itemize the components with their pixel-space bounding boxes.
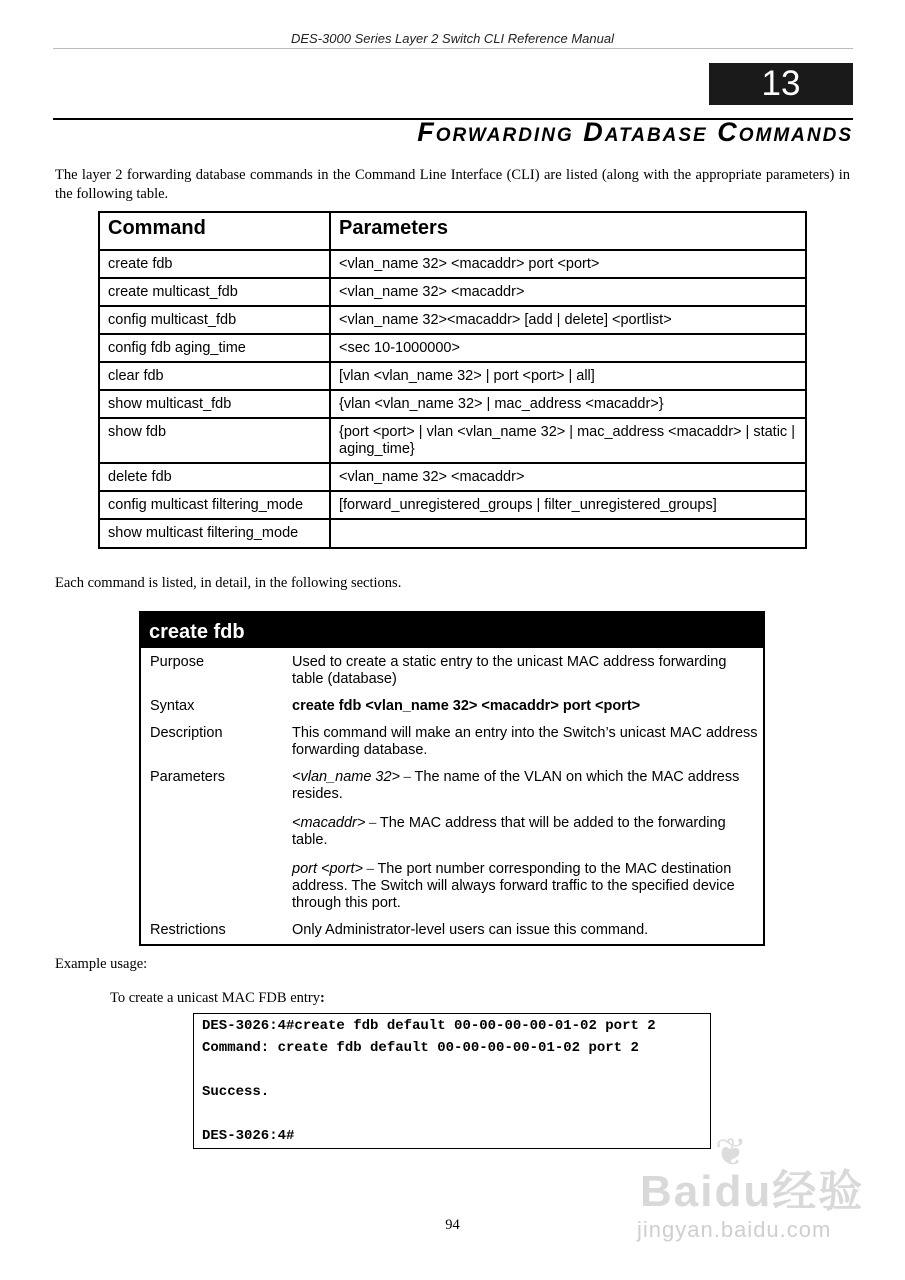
parameters-cell: {port <port> | vlan <vlan_name 32> | mac_address <macaddr> | static | aging_time} <box>330 418 806 463</box>
example-label: Example usage: <box>55 956 148 972</box>
console-line: Success. <box>202 1084 270 1100</box>
watermark-url: jingyan.baidu.com <box>637 1217 832 1242</box>
parameters-cell: {vlan <vlan_name 32> | mac_address <macaddr>} <box>330 390 806 418</box>
parameter-name: <vlan_name 32> <box>292 769 401 785</box>
command-cell: clear fdb <box>99 362 330 390</box>
parameters-cell <box>330 519 806 548</box>
command-table <box>98 211 807 549</box>
parameters-cell: <vlan_name 32> <macaddr> port <port> <box>330 250 806 278</box>
description-text: This command will make an entry into the Switch’s unicast MAC address forwarding database. <box>292 725 758 758</box>
parameter-name: <macaddr> <box>292 815 366 831</box>
restrictions-label: Restrictions <box>150 922 226 938</box>
command-cell: config multicast filtering_mode <box>99 491 330 519</box>
table-row <box>99 418 806 463</box>
command-cell: show multicast filtering_mode <box>99 519 330 548</box>
running-header: DES-3000 Series Layer 2 Switch CLI Reference Manual <box>291 31 614 46</box>
table-row <box>99 306 806 334</box>
console-line: DES-3026:4#create fdb default 00-00-00-00-01-02 port 2 <box>202 1018 656 1034</box>
description-label: Description <box>150 725 223 741</box>
parameter-separator: – <box>365 815 380 831</box>
console-line: DES-3026:4# <box>202 1128 295 1144</box>
parameters-cell: <vlan_name 32> <macaddr> <box>330 463 806 491</box>
purpose-text: Used to create a static entry to the unicast MAC address forwarding table (database) <box>292 654 727 687</box>
parameter-list <box>292 769 758 912</box>
example-caption-text: To create a unicast MAC FDB entry <box>110 990 320 1006</box>
restrictions-text: Only Administrator-level users can issue this command. <box>292 922 649 938</box>
console-output <box>193 1013 711 1149</box>
command-cell: delete fdb <box>99 463 330 491</box>
parameters-cell: [forward_unregistered_groups | filter_unregistered_groups] <box>330 491 806 519</box>
parameter-text: The port number corresponding to the MAC destination address. The Switch will always forward traffic to the specified device through this port. <box>292 861 735 911</box>
table-row <box>99 463 806 491</box>
header-divider <box>53 48 853 49</box>
example-caption <box>110 990 325 1007</box>
parameters-cell: [vlan <vlan_name 32> | port <port> | all] <box>330 362 806 390</box>
sections-note: Each command is listed, in detail, in the following sections. <box>55 575 402 591</box>
command-cell: create multicast_fdb <box>99 278 330 306</box>
command-cell: show multicast_fdb <box>99 390 330 418</box>
command-cell: create fdb <box>99 250 330 278</box>
chapter-number: 13 <box>709 63 853 105</box>
console-line: Command: create fdb default 00-00-00-00-01-02 port 2 <box>202 1040 639 1056</box>
parameter-text: The MAC address that will be added to the forwarding table. <box>292 815 726 848</box>
command-cell: show fdb <box>99 418 330 463</box>
watermark-logo: Baidu经验 <box>640 1167 865 1216</box>
table-row <box>99 334 806 362</box>
parameters-cell: <sec 10-1000000> <box>330 334 806 362</box>
command-cell: config multicast_fdb <box>99 306 330 334</box>
table-row <box>99 390 806 418</box>
intro-paragraph: The layer 2 forwarding database commands in the Command Line Interface (CLI) are listed (along with the appropriate parameters) in the following table. <box>55 167 850 202</box>
paw-watermark-icon: ❦ <box>715 1132 747 1174</box>
chapter-title: Forwarding Database Commands <box>417 117 853 147</box>
command-cell: config fdb aging_time <box>99 334 330 362</box>
parameter-separator: – <box>400 769 415 785</box>
page-number: 94 <box>445 1217 460 1233</box>
example-caption-colon: : <box>320 990 325 1006</box>
table-row <box>99 519 806 548</box>
table-row <box>99 250 806 278</box>
command-table-header <box>99 212 806 250</box>
parameters-cell: <vlan_name 32> <macaddr> <box>330 278 806 306</box>
column-header-parameters: Parameters <box>330 212 806 250</box>
parameter-name: port <port> <box>292 861 363 877</box>
column-header-command: Command <box>99 212 330 250</box>
table-row <box>99 491 806 519</box>
parameter-item <box>292 815 758 849</box>
purpose-label: Purpose <box>150 654 205 670</box>
table-row <box>99 278 806 306</box>
parameter-text: The name of the VLAN on which the MAC address resides. <box>292 769 740 802</box>
command-heading: create fdb <box>141 613 763 648</box>
table-row <box>99 362 806 390</box>
parameter-separator: – <box>362 861 378 877</box>
parameters-cell: <vlan_name 32><macaddr> [add | delete] <portlist> <box>330 306 806 334</box>
parameters-label: Parameters <box>150 769 225 785</box>
create-fdb-box <box>139 611 765 946</box>
syntax-text: create fdb <vlan_name 32> <macaddr> port <port> <box>292 698 641 714</box>
syntax-label: Syntax <box>150 698 195 714</box>
parameter-item <box>292 769 758 803</box>
parameter-item <box>292 861 758 912</box>
